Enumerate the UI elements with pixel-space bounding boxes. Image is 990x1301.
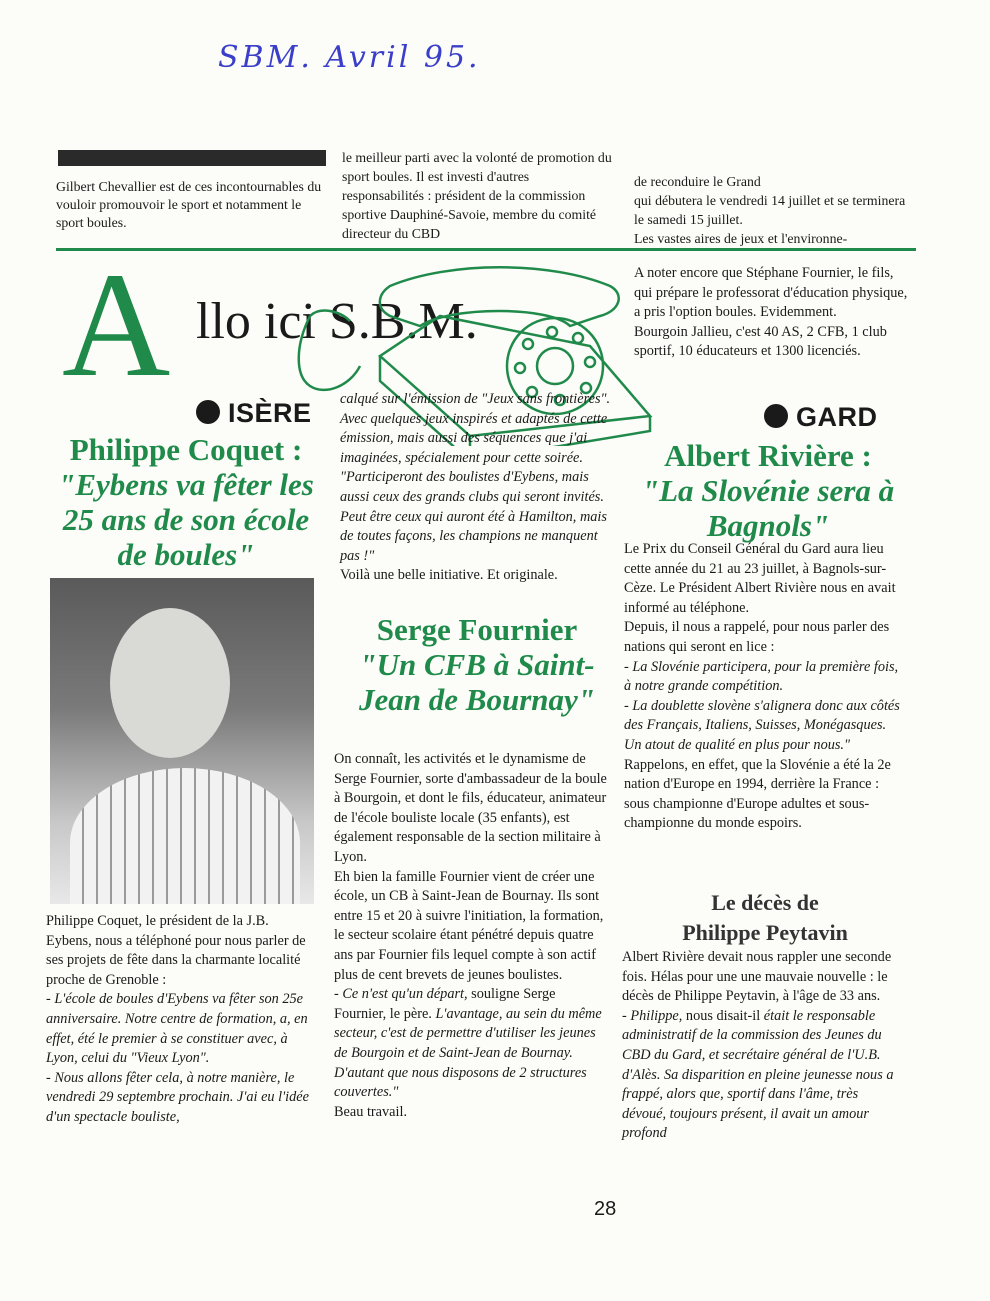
top-middle-text: le meilleur parti avec la volonté de promotion du sport boules. Il est investi d'autres responsabilités : président de la commission sportive Dauphiné-Savoie, membre du comité directeur du CBD <box>342 150 612 241</box>
right-top-text <box>634 264 914 362</box>
gard-headline-quote: "La Slovénie sera à Bagnols" <box>641 473 895 543</box>
right-top-p2: Bourgoin Jallieu, c'est 40 AS, 2 CFB, 1 club sportif, 10 éducateurs et 1300 licenciés. <box>634 323 887 360</box>
section-rule <box>56 248 916 251</box>
middle-italic-2: "Participeront des boulistes d'Eybens, mais aussi ceux des grands clubs qui seront invités. Peut être ceux qui auront été à Hamilton, mais de toutes façons, les champions ne manquent pas !" <box>340 469 607 564</box>
isere-quote-2: - Nous allons fêter cela, à notre manière, le vendredi 29 septembre prochain. J'ai eu l'idée d'un spectacle bouliste, <box>46 1069 309 1125</box>
gard-p5-a: - Philippe, <box>622 1007 683 1024</box>
gard-label: GARD <box>796 402 878 432</box>
middle-p3-plain: souligne Serge Fournier, le père. <box>334 986 556 1022</box>
gard-p5-b: nous disait-il <box>682 1007 764 1024</box>
region-label-isere <box>196 398 312 429</box>
top-right-line-1: de reconduire le Grand <box>634 174 761 189</box>
handwritten-annotation: SBM. Avril 95. <box>218 40 481 75</box>
middle-body-top <box>340 390 614 586</box>
middle-plain-1: Voilà une belle initiative. Et originale. <box>340 567 558 584</box>
gard-p5-c: était le responsable administratif de la commission des Jeunes du CBD du Gard, et secrétaire général de l'U.B. d'Alès. Sa disparition en pleine jeunesse nous a frappé, alors que, sportif dans l'âme, très dévoué, toujours présent, il avait un amour profond <box>622 1007 894 1142</box>
peytavin-body <box>622 948 904 1144</box>
middle-p3 <box>334 985 608 1103</box>
gard-headline <box>626 438 910 543</box>
top-right-line-2: qui débutera le vendredi 14 juillet et se terminera le samedi 15 juillet. <box>634 193 906 227</box>
bullet-icon <box>764 404 788 428</box>
fournier-headline <box>340 612 614 717</box>
isere-intro: Philippe Coquet, le président de la J.B. Eybens, nous a téléphoné pour nous parler de ses projets de fête dans la charmante localité proche de Grenoble : <box>46 913 306 988</box>
bullet-icon <box>196 400 220 424</box>
middle-p3-it: - Ce n'est qu'un départ, <box>334 986 468 1003</box>
top-left-text: Gilbert Chevallier est de ces incontournables du vouloir promouvoir le sport et notamment le sport boules. <box>56 179 322 230</box>
fournier-headline-name: Serge Fournier <box>376 612 578 647</box>
right-top-p1: A noter encore que Stéphane Fournier, le fils, qui prépare le professorat d'éducation physique, a pris l'option boules. Evidemment. <box>634 265 908 321</box>
region-label-gard <box>764 402 878 433</box>
top-right-line-3: Les vastes aires de jeux et l'environne- <box>634 231 848 246</box>
isere-quote-1: - L'école de boules d'Eybens va fêter son 25e anniversaire. Notre centre de formation, a, en effet, été le premier à se constituer avec, à Lyon, celui du "Vieux Lyon". <box>46 991 308 1067</box>
page-number: 28 <box>594 1198 617 1220</box>
gard-body <box>624 540 906 834</box>
middle-p1: On connaît, les activités et le dynamisme de Serge Fournier, sorte d'ambassadeur de la boule à Bourgoin, et dont le fils, éducateur, animateur de l'école bouliste locale (35 enfants), est également responsable de la section militaire à Lyon. <box>334 751 607 865</box>
isere-headline-quote: "Eybens va fêter les 25 ans de son école de boules" <box>58 467 314 572</box>
middle-body-bottom <box>334 750 608 1122</box>
middle-p4: Beau travail. <box>334 1103 408 1120</box>
peytavin-headline-1: Le décès de <box>711 890 819 915</box>
isere-body <box>46 912 316 1128</box>
gard-p5 <box>622 1007 904 1144</box>
isere-headline <box>50 432 322 572</box>
masthead-big-letter: A <box>62 242 171 408</box>
gard-p4: Albert Rivière devait nous rappler une seconde fois. Hélas pour une une mauvaie nouvelle : le décès de Philippe Peytavin, à l'âge de 33 ans. <box>622 949 892 1005</box>
middle-italic-1: calqué sur l'émission de "Jeux sans frontières". Avec quelques jeux inspirés et adaptés de cette émission, mais aussi des séquences que j'ai imaginées, spécialement pour cette soirée. <box>340 391 611 466</box>
middle-p2: Eh bien la famille Fournier vient de créer une école, un CB à Saint-Jean de Bournay. Ils sont entre 15 et 20 à suivre l'initiation, la formation, le secteur scolaire étant pénétré depuis quatre ans par Fournier fils lequel compte à son actif plus de cent brevets de jeunes boulistes. <box>334 868 604 983</box>
fournier-headline-quote: "Un CFB à Saint-Jean de Bournay" <box>359 647 595 717</box>
photo-philippe-coquet <box>50 578 314 904</box>
peytavin-headline-2: Philippe Peytavin <box>682 920 848 945</box>
gard-q2: - La doublette slovène s'alignera donc aux côtés des Français, Italiens, Suisses, Monégasques. Un atout de qualité en plus pour nous." <box>624 697 900 753</box>
top-right-text <box>634 172 914 248</box>
isere-headline-name: Philippe Coquet : <box>69 432 303 467</box>
gard-p3: Rappelons, en effet, que la Slovénie a été la 2e nation d'Europe en 1994, derrière la France : sous championne d'Europe adultes et sous-championne du monde espoirs. <box>624 756 891 832</box>
gard-p1: Le Prix du Conseil Général du Gard aura lieu cette année du 21 au 23 juillet, à Bagnols-sur-Cèze. Le Président Albert Rivière nous en avait informé au téléphone. <box>624 541 896 616</box>
photo-strip <box>58 150 326 166</box>
masthead-title: llo ici S.B.M. <box>196 293 478 350</box>
gard-q1: - La Slovénie participera, pour la première fois, à notre grande compétition. <box>624 658 899 695</box>
isere-label: ISÈRE <box>228 398 312 428</box>
middle-p3-it2: L'avantage, au sein du même secteur, c'est de permettre d'utiliser les jeunes de Bourgoin et de Saint-Jean de Bournay. D'autant que nous disposons de 2 structures couvertes." <box>334 1005 602 1101</box>
peytavin-headline <box>624 888 906 948</box>
gard-p2: Depuis, il nous a rappelé, pour nous parler des nations qui seront en lice : <box>624 619 890 655</box>
gard-headline-name: Albert Rivière : <box>664 438 872 473</box>
